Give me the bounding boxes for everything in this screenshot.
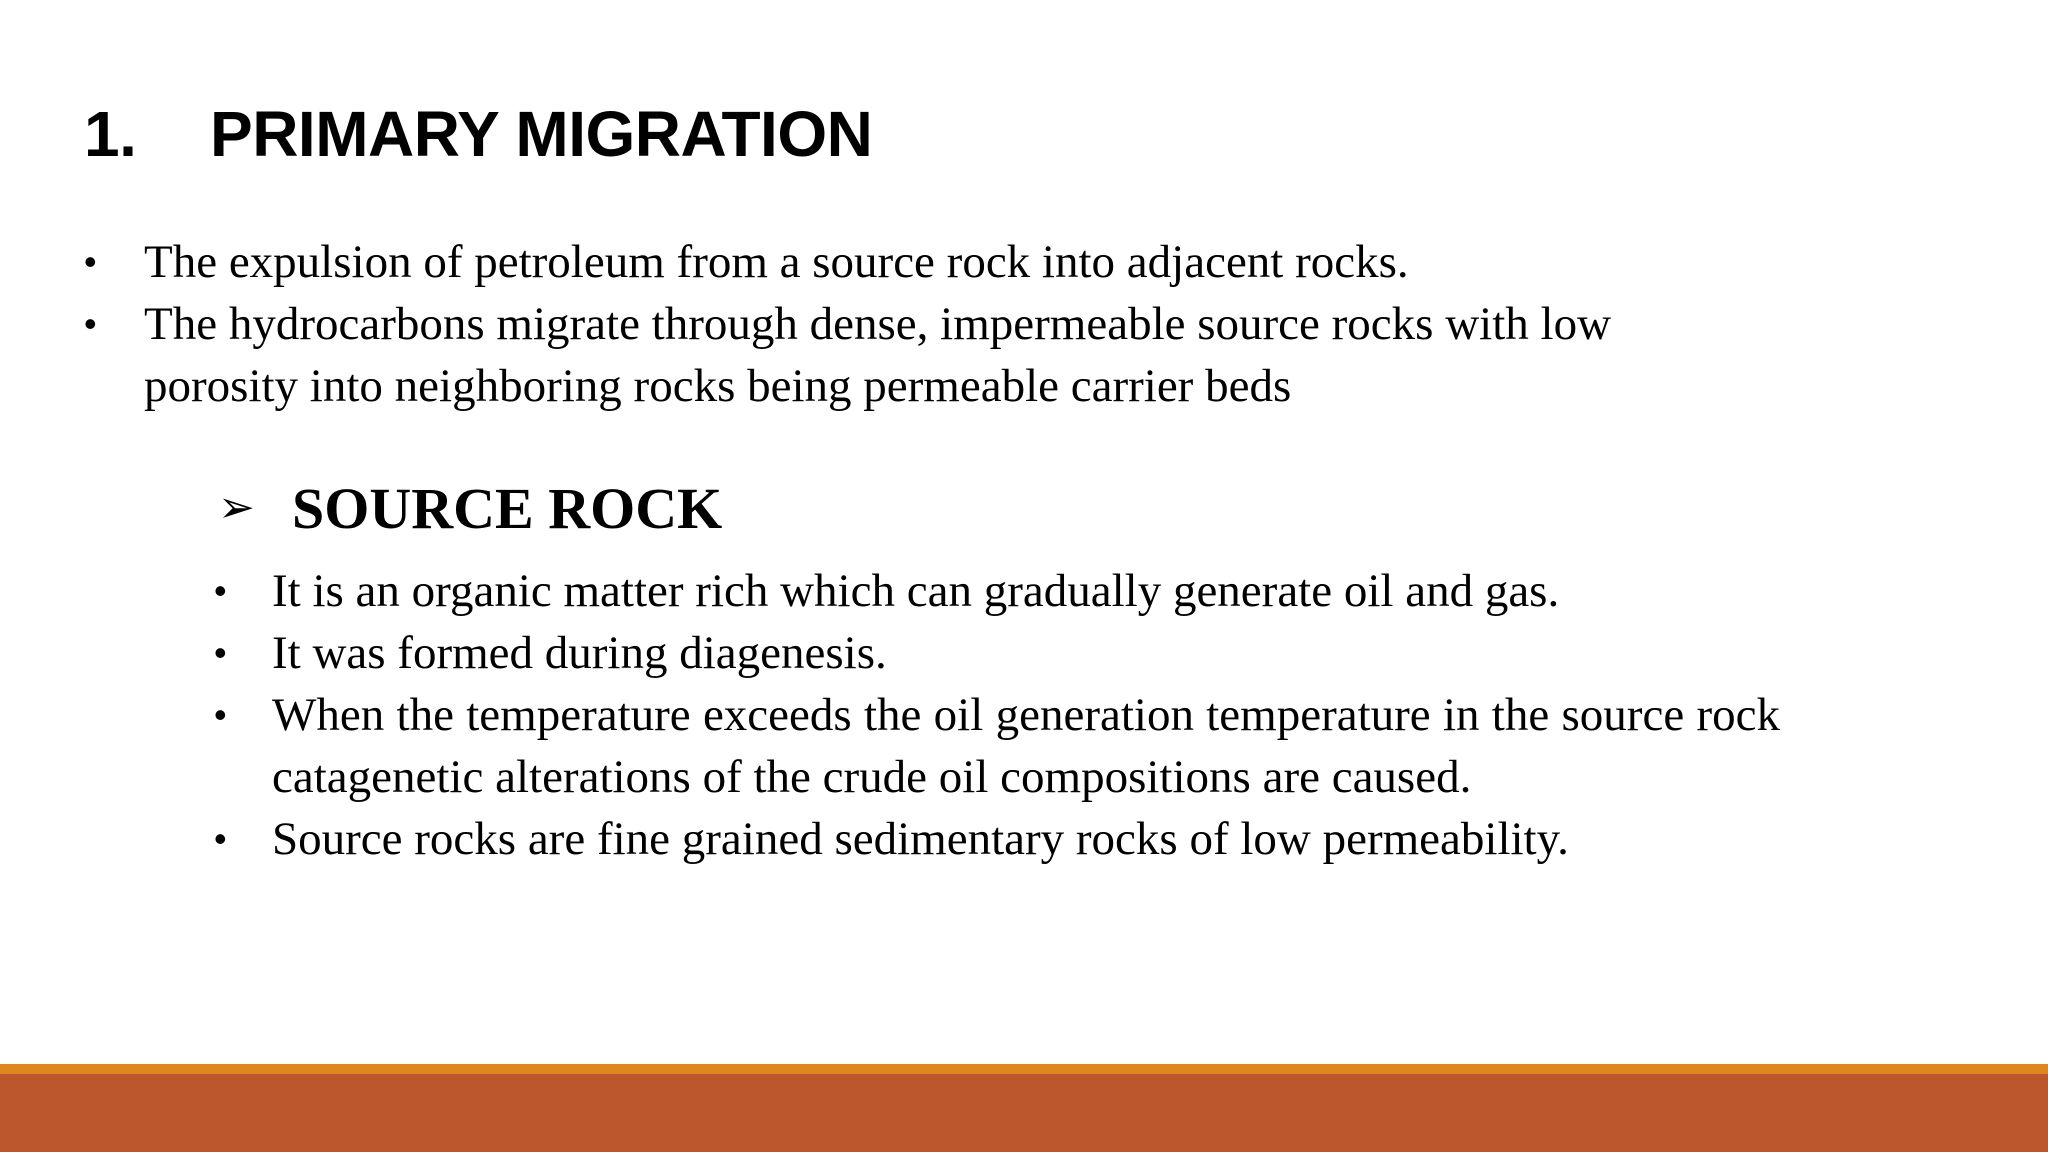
list-item — [84, 231, 1684, 293]
section-subheading — [218, 472, 722, 545]
list-item — [214, 684, 1780, 808]
bullet-text: Source rocks are fine grained sedimentary rocks of low permeability. — [272, 813, 1569, 865]
bullet-icon: • — [214, 818, 227, 859]
list-item — [214, 560, 1780, 622]
footer-bar — [0, 1074, 2048, 1152]
list-item — [214, 808, 1780, 870]
bullet-icon: • — [214, 632, 227, 673]
bullet-text: The expulsion of petroleum from a source rock into adjacent rocks. — [144, 236, 1409, 288]
bullet-text: It is an organic matter rich which can gradually generate oil and gas. — [272, 565, 1560, 617]
bullet-text: The hydrocarbons migrate through dense, impermeable source rocks with low porosity into neighboring rocks being permeable carrier beds — [144, 298, 1612, 412]
source-rock-bullet-list — [214, 560, 1780, 870]
list-item — [84, 293, 1704, 417]
title-text: PRIMARY MIGRATION — [210, 98, 873, 170]
bullet-icon: • — [214, 570, 227, 611]
bullet-icon: • — [84, 303, 97, 344]
subheading-text: SOURCE ROCK — [292, 476, 723, 541]
title-number: 1. — [84, 98, 137, 170]
arrow-bullet-icon: ➢ — [218, 482, 255, 533]
bullet-text: When the temperature exceeds the oil generation temperature in the source rock catagenetic alterations of the crude oil compositions are caused. — [272, 689, 1780, 803]
footer-accent-stripe — [0, 1064, 2048, 1074]
bullet-text: It was formed during diagenesis. — [272, 627, 887, 679]
intro-bullet-list — [84, 231, 1684, 417]
bullet-icon: • — [214, 694, 227, 735]
slide-title — [84, 88, 872, 180]
bullet-icon: • — [84, 241, 97, 282]
list-item — [214, 622, 1780, 684]
